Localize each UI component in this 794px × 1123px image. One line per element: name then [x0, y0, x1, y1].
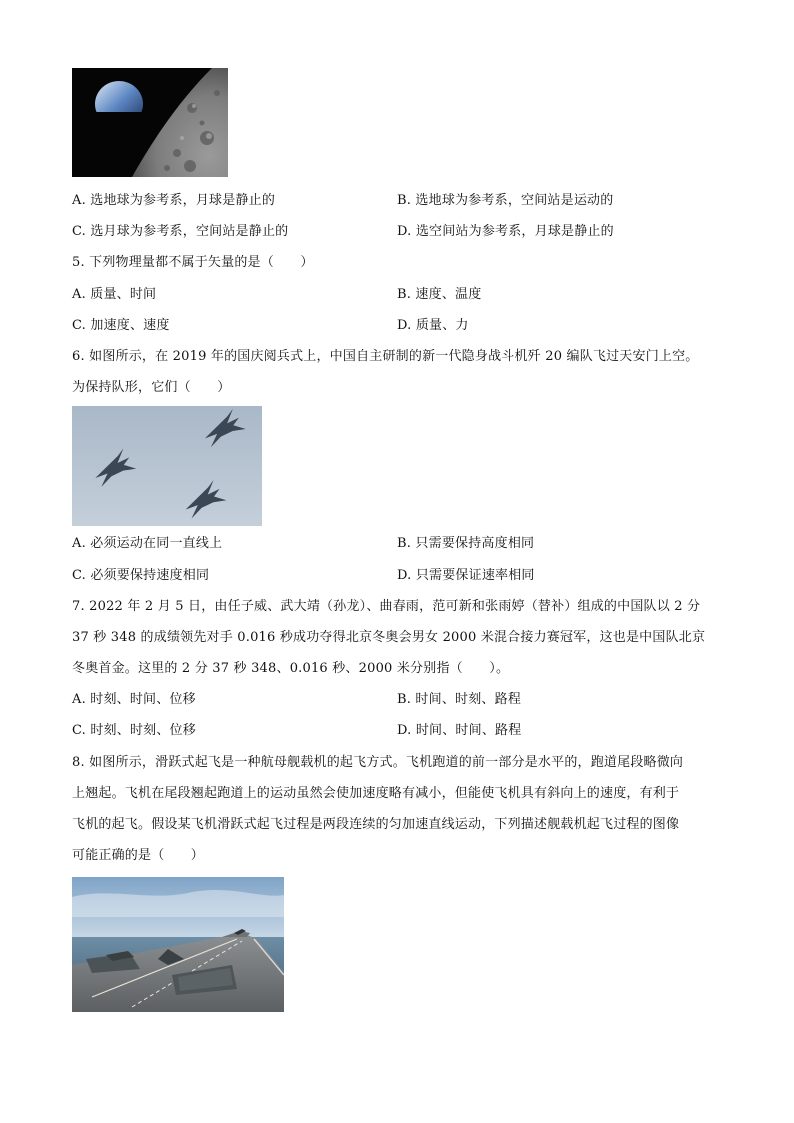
fighter-jets-photo — [72, 406, 262, 526]
q8-stem-line2: 上翘起。飞机在尾段翘起跑道上的运动虽然会使加速度略有减小，但能使飞机具有斜向上的速度，有利于 — [72, 786, 680, 801]
q4-option-c[interactable]: C. 选月球为参考系，空间站是静止的 — [72, 224, 289, 239]
q7-option-c[interactable]: C. 时刻、时刻、位移 — [72, 723, 196, 738]
q7-option-a[interactable]: A. 时刻、时间、位移 — [72, 692, 196, 707]
q4-option-a[interactable]: A. 选地球为参考系，月球是静止的 — [72, 193, 276, 208]
q5-option-d[interactable]: D. 质量、力 — [397, 318, 469, 333]
q6-option-d[interactable]: D. 只需要保证速率相同 — [397, 568, 535, 583]
q8-stem-line4: 可能正确的是（ ） — [72, 848, 205, 863]
q7-option-b[interactable]: B. 时间、时刻、路程 — [397, 692, 522, 707]
q7-stem-line3: 冬奥首金。这里的 2 分 37 秒 348、0.016 秒、2000 米分别指（ ）。 — [72, 661, 510, 676]
earth-moon-photo — [72, 68, 228, 177]
q7-option-d[interactable]: D. 时间、时间、路程 — [397, 723, 522, 738]
q7-stem-line1: 7. 2022 年 2 月 5 日，由任子威、武大靖（孙龙）、曲春雨，范可新和张雨婷（替补）组成的中国队以 2 分 — [72, 599, 701, 614]
q4-option-d[interactable]: D. 选空间站为参考系，月球是静止的 — [397, 224, 614, 239]
q8-stem-line3: 飞机的起飞。假设某飞机滑跃式起飞过程是两段连续的匀加速直线运动，下列描述舰载机起飞过程的图像 — [72, 817, 680, 832]
q6-option-c[interactable]: C. 必须要保持速度相同 — [72, 568, 210, 583]
q4-option-b[interactable]: B. 选地球为参考系，空间站是运动的 — [397, 193, 614, 208]
q8-stem-line1: 8. 如图所示，滑跃式起飞是一种航母舰载机的起飞方式。飞机跑道的前一部分是水平的，跑道尾段略微向 — [72, 755, 684, 770]
q6-option-a[interactable]: A. 必须运动在同一直线上 — [72, 536, 223, 551]
q7-stem-line2: 37 秒 348 的成绩领先对手 0.016 秒成功夺得北京冬奥会男女 2000 米混合接力赛冠军，这也是中国队北京 — [72, 630, 706, 645]
q5-stem: 5. 下列物理量都不属于矢量的是（ ） — [72, 255, 314, 270]
q6-option-b[interactable]: B. 只需要保持高度相同 — [397, 536, 535, 551]
q5-option-c[interactable]: C. 加速度、速度 — [72, 318, 170, 333]
q5-option-a[interactable]: A. 质量、时间 — [72, 287, 157, 302]
aircraft-carrier-photo — [72, 877, 284, 1012]
q6-stem-line1: 6. 如图所示，在 2019 年的国庆阅兵式上，中国自主研制的新一代隐身战斗机歼 20 编队飞过天安门上空。 — [72, 349, 699, 364]
q6-stem-line2: 为保持队形，它们（ ） — [72, 380, 231, 395]
q5-option-b[interactable]: B. 速度、温度 — [397, 287, 482, 302]
